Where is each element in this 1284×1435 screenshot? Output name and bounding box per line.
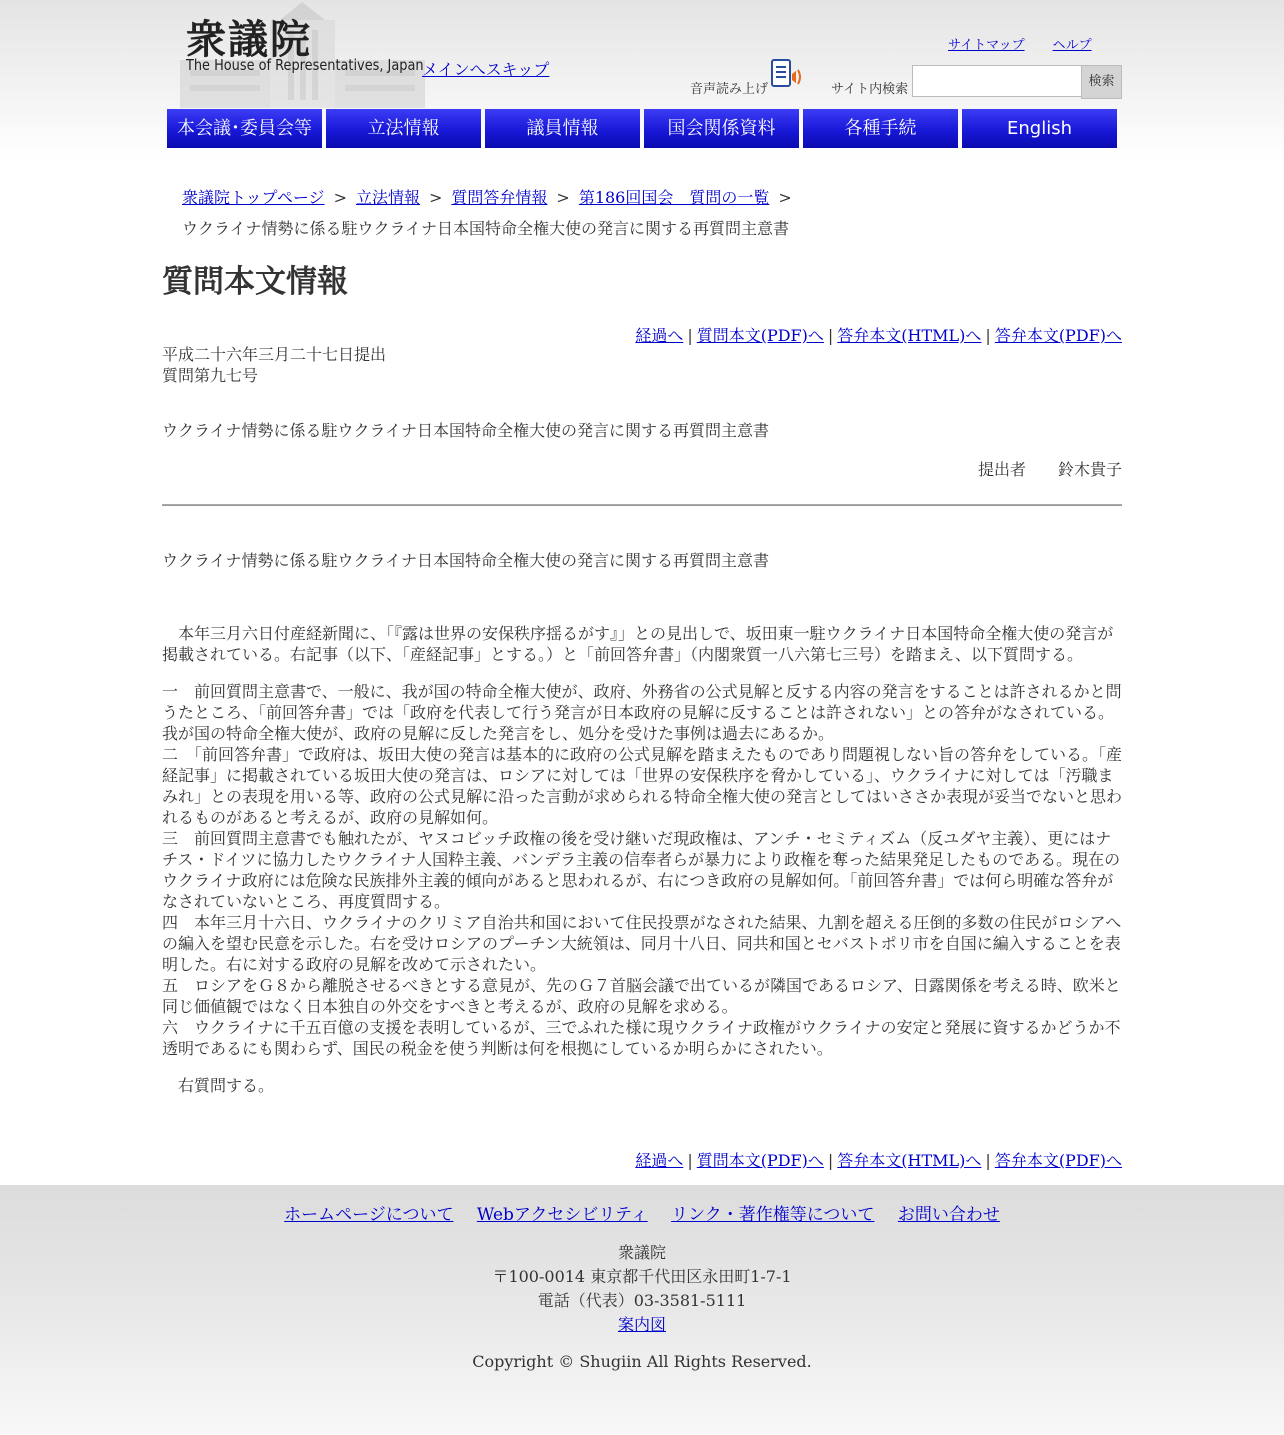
question-number: 質問第九七号 [162, 366, 259, 385]
contact-link[interactable]: お問い合わせ [897, 1205, 1000, 1225]
progress-link[interactable]: 経過へ [635, 1151, 684, 1170]
footer-contact-info [0, 1241, 1284, 1337]
question-item: 四 本年三月十六日、ウクライナのクリミア自治共和国において住民投票がなされた結果、九割を超える圧倒的多数の住民がロシアへの編入を望む民意を示した。右を受けロシアのプーチン大統領は、同月十八日、同共和国とセバストポリ市を自国に編入することを表明した。右に対する政府の見解を改めて示されたい。 [162, 913, 1122, 974]
page-title: 質問本文情報 [162, 264, 348, 300]
breadcrumb-legislation[interactable]: 立法情報 [355, 188, 420, 207]
footer-phone: 電話（代表）03-3581-5111 [537, 1291, 747, 1310]
answer-html-link[interactable]: 答弁本文(HTML)へ [837, 326, 982, 345]
site-logo-english[interactable]: The House of Representatives, Japan [186, 56, 424, 74]
breadcrumb-current-page: ウクライナ情勢に係る駐ウクライナ日本国特命全権大使の発言に関する再質問主意書 [182, 219, 790, 238]
nav-procedures[interactable]: 各種手続 [803, 109, 958, 148]
question-item: 一 前回質問主意書で、一般に、我が国の特命全権大使が、政府、外務省の公式見解と反する内容の発言をすることは許されるかと問うたところ、「前回答弁書」では「政府を代表して行う発言が日本政府の見解に反することは許されない」との答弁がなされている。我が国の特命全権大使が、政府の見解に反した発言をし、処分を受けた事例は過去にあるか。 [162, 682, 1122, 743]
closing-statement: 右質問する。 [162, 1076, 275, 1095]
question-pdf-link[interactable]: 質問本文(PDF)へ [696, 1151, 824, 1170]
document-links-top: 経過へ | 質問本文(PDF)へ | 答弁本文(HTML)へ | 答弁本文(PDF)へ [635, 326, 1122, 345]
access-map-link[interactable]: 案内図 [617, 1315, 666, 1334]
speaker-document-icon[interactable] [770, 58, 804, 92]
nav-legislation[interactable]: 立法情報 [326, 109, 481, 148]
nav-members[interactable]: 議員情報 [485, 109, 640, 148]
copyright: Copyright © Shugiin All Rights Reserved. [472, 1352, 812, 1371]
site-logo-japanese[interactable]: 衆議院 [186, 16, 312, 63]
document-title: ウクライナ情勢に係る駐ウクライナ日本国特命全権大使の発言に関する再質問主意書 [162, 421, 770, 440]
site-search-input[interactable] [912, 65, 1082, 97]
footer [0, 1185, 1284, 1435]
text-to-speech-label[interactable]: 音声読み上げ [690, 82, 769, 97]
question-intro: 本年三月六日付産経新聞に、「『露は世界の安保秩序揺るがす』」との見出しで、坂田東一駐ウクライナ日本国特命全権大使の発言が掲載されている。右記事（以下、「産経記事」とする。）と「前回答弁書」（内閣衆質一八六第七三号）を踏まえ、以下質問する。 [162, 624, 1114, 664]
question-pdf-link[interactable]: 質問本文(PDF)へ [696, 326, 824, 345]
document-links-bottom: 経過へ | 質問本文(PDF)へ | 答弁本文(HTML)へ | 答弁本文(PDF)へ [635, 1151, 1122, 1170]
utility-links [948, 34, 1120, 53]
answer-pdf-link[interactable]: 答弁本文(PDF)へ [994, 1151, 1122, 1170]
question-list [162, 681, 1124, 1059]
breadcrumb-session-question-list[interactable]: 第186回国会 質問の一覧 [578, 188, 770, 207]
question-item: 三 前回質問主意書でも触れたが、ヤヌコビッチ政権の後を受け継いだ現政権は、アンチ・セミティズム（反ユダヤ主義）、更にはナチス・ドイツに協力したウクライナ人国粋主義、バンデラ主義の信奉者らが暴力により政権を奪った結果発足したものである。現在のウクライナ政府には危険な民族排外主義的傾向があると思われるが、右につき政府の見解如何。「前回答弁書」では何ら明確な答弁がなされていないところ、再度質問する。 [162, 829, 1121, 911]
submission-date: 平成二十六年三月二十七日提出 [162, 345, 387, 364]
nav-english[interactable]: English [962, 109, 1117, 148]
breadcrumb: 衆議院トップページ > 立法情報 > 質問答弁情報 > 第186回国会 質問の一覧 > [182, 188, 792, 207]
submitter-label: 提出者 [977, 460, 1026, 479]
submitter [978, 457, 1122, 480]
footer-address: 〒100-0014 東京都千代田区永田町1-7-1 [492, 1267, 792, 1286]
breadcrumb-top-page[interactable]: 衆議院トップページ [182, 188, 325, 207]
search-button[interactable]: 検索 [1081, 65, 1122, 99]
nav-plenary-committees[interactable]: 本会議･委員会等 [167, 109, 322, 148]
answer-pdf-link[interactable]: 答弁本文(PDF)へ [994, 326, 1122, 345]
breadcrumb-questions-answers[interactable]: 質問答弁情報 [451, 188, 548, 207]
nav-diet-documents[interactable]: 国会関係資料 [644, 109, 799, 148]
divider [162, 504, 1122, 506]
footer-links [0, 1200, 1284, 1225]
footer-org: 衆議院 [617, 1243, 666, 1262]
question-item: 二 「前回答弁書」で政府は、坂田大使の発言は基本的に政府の公式見解を踏まえたものであり問題視しない旨の答弁をしている。「産経記事」に掲載されている坂田大使の発言は、ロシアに対しては「世界の安保秩序を脅かしている」、ウクライナに対しては「汚職まみれ」との表現を用いる等、政府の公式見解に沿った言動が求められる特命全権大使の発言としてはいささか表現が妥当でないと思われるものがあると考えるが、政府の見解如何。 [162, 745, 1123, 827]
sitemap-link[interactable]: サイトマップ [948, 38, 1025, 53]
links-copyright-link[interactable]: リンク・著作権等について [671, 1205, 875, 1225]
skip-to-main-link[interactable]: メインへスキップ [422, 60, 550, 79]
body-title: ウクライナ情勢に係る駐ウクライナ日本国特命全権大使の発言に関する再質問主意書 [162, 551, 770, 570]
question-item: 五 ロシアをＧ８から離脱させるべきとする意見が、先のＧ７首脳会議で出ているが隣国であるロシア、日露関係を考える時、欧米と同じ価値観ではなく日本独自の外交をすべきと考えるが、政府の見解を求める。 [162, 976, 1121, 1016]
answer-html-link[interactable]: 答弁本文(HTML)へ [837, 1151, 982, 1170]
web-accessibility-link[interactable]: Webアクセシビリティ [476, 1205, 648, 1225]
question-item: 六 ウクライナに千五百億の支援を表明しているが、三でふれた様に現ウクライナ政権がウクライナの安定と発展に資するかどうか不透明であるにも関わらず、国民の税金を使う判断は何を根拠にしているか明らかにされたい。 [162, 1018, 1121, 1058]
submitter-name: 鈴木貴子 [1057, 460, 1122, 479]
about-homepage-link[interactable]: ホームページについて [284, 1205, 454, 1225]
help-link[interactable]: ヘルプ [1052, 38, 1092, 53]
progress-link[interactable]: 経過へ [635, 326, 684, 345]
site-search-label: サイト内検索 [831, 82, 909, 97]
